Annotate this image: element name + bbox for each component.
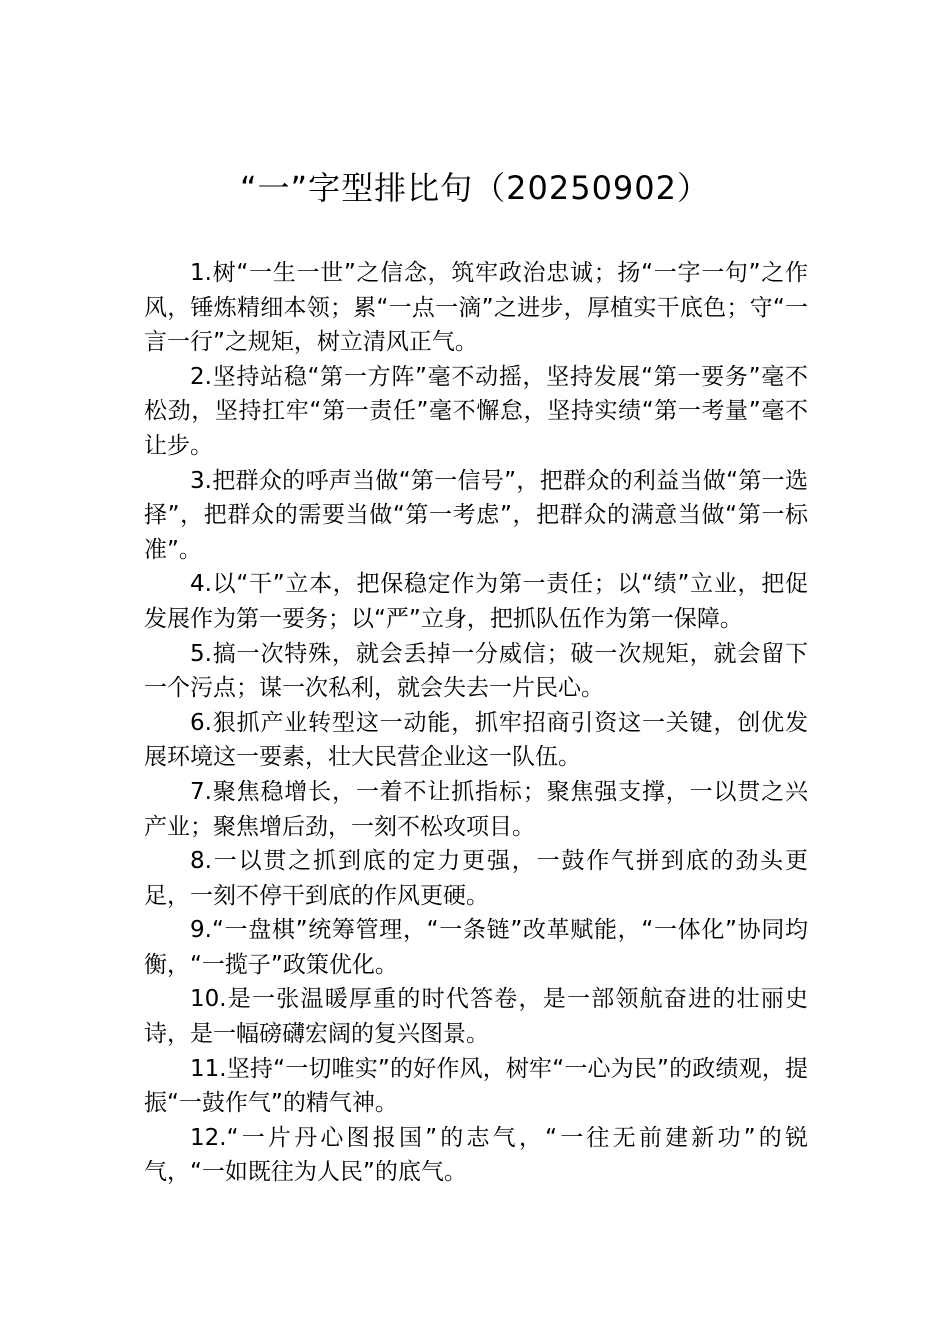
paragraph-9: 9.“一盘棋”统筹管理，“一条链”改革赋能，“一体化”协同均衡，“一揽子”政策优化。 [144, 917, 808, 978]
paragraph-2: 2.坚持站稳“第一方阵”毫不动摇，坚持发展“第一要务”毫不松劲，坚持扛牢“第一责任”毫不懈怠，坚持实绩“第一考量”毫不让步。 [144, 363, 808, 459]
paragraph-11: 11.坚持“一切唯实”的好作风，树牢“一心为民”的政绩观，提振“一鼓作气”的精气神。 [144, 1055, 808, 1117]
paragraph-12: 12.“一片丹心图报国”的志气，“一往无前建新功”的锐气，“一如既往为人民”的底气。 [144, 1124, 808, 1186]
document-body [144, 256, 808, 1190]
document-title: “一”字型排比句（20250902） [239, 169, 711, 207]
paragraph-3: 3.把群众的呼声当做“第一信号”，把群众的利益当做“第一选择”，把群众的需要当做“第一考虑”，把群众的满意当做“第一标准”。 [144, 467, 808, 563]
paragraph-8: 8.一以贯之抓到底的定力更强，一鼓作气拼到底的劲头更足，一刻不停干到底的作风更硬。 [144, 848, 808, 909]
paragraph-5: 5.搞一次特殊，就会丢掉一分威信；破一次规矩，就会留下一个污点；谋一次私利，就会失去一片民心。 [144, 640, 808, 702]
paragraph-10: 10.是一张温暖厚重的时代答卷，是一部领航奋进的壮丽史诗，是一幅磅礴宏阔的复兴图景。 [144, 986, 808, 1048]
paragraph-6: 6.狠抓产业转型这一动能，抓牢招商引资这一关键，创优发展环境这一要素，壮大民营企业这一队伍。 [144, 709, 808, 771]
paragraph-1: 1.树“一生一世”之信念，筑牢政治忠诚；扬“一字一句”之作风，锤炼精细本领；累“一点一滴”之进步，厚植实干底色；守“一言一行”之规矩，树立清风正气。 [144, 260, 808, 356]
paragraph-4: 4.以“干”立本，把保稳定作为第一责任；以“绩”立业，把促发展作为第一要务；以“严”立身，把抓队伍作为第一保障。 [144, 571, 808, 632]
paragraph-7: 7.聚焦稳增长，一着不让抓指标；聚焦强支撑，一以贯之兴产业；聚焦增后劲，一刻不松攻项目。 [144, 778, 808, 840]
